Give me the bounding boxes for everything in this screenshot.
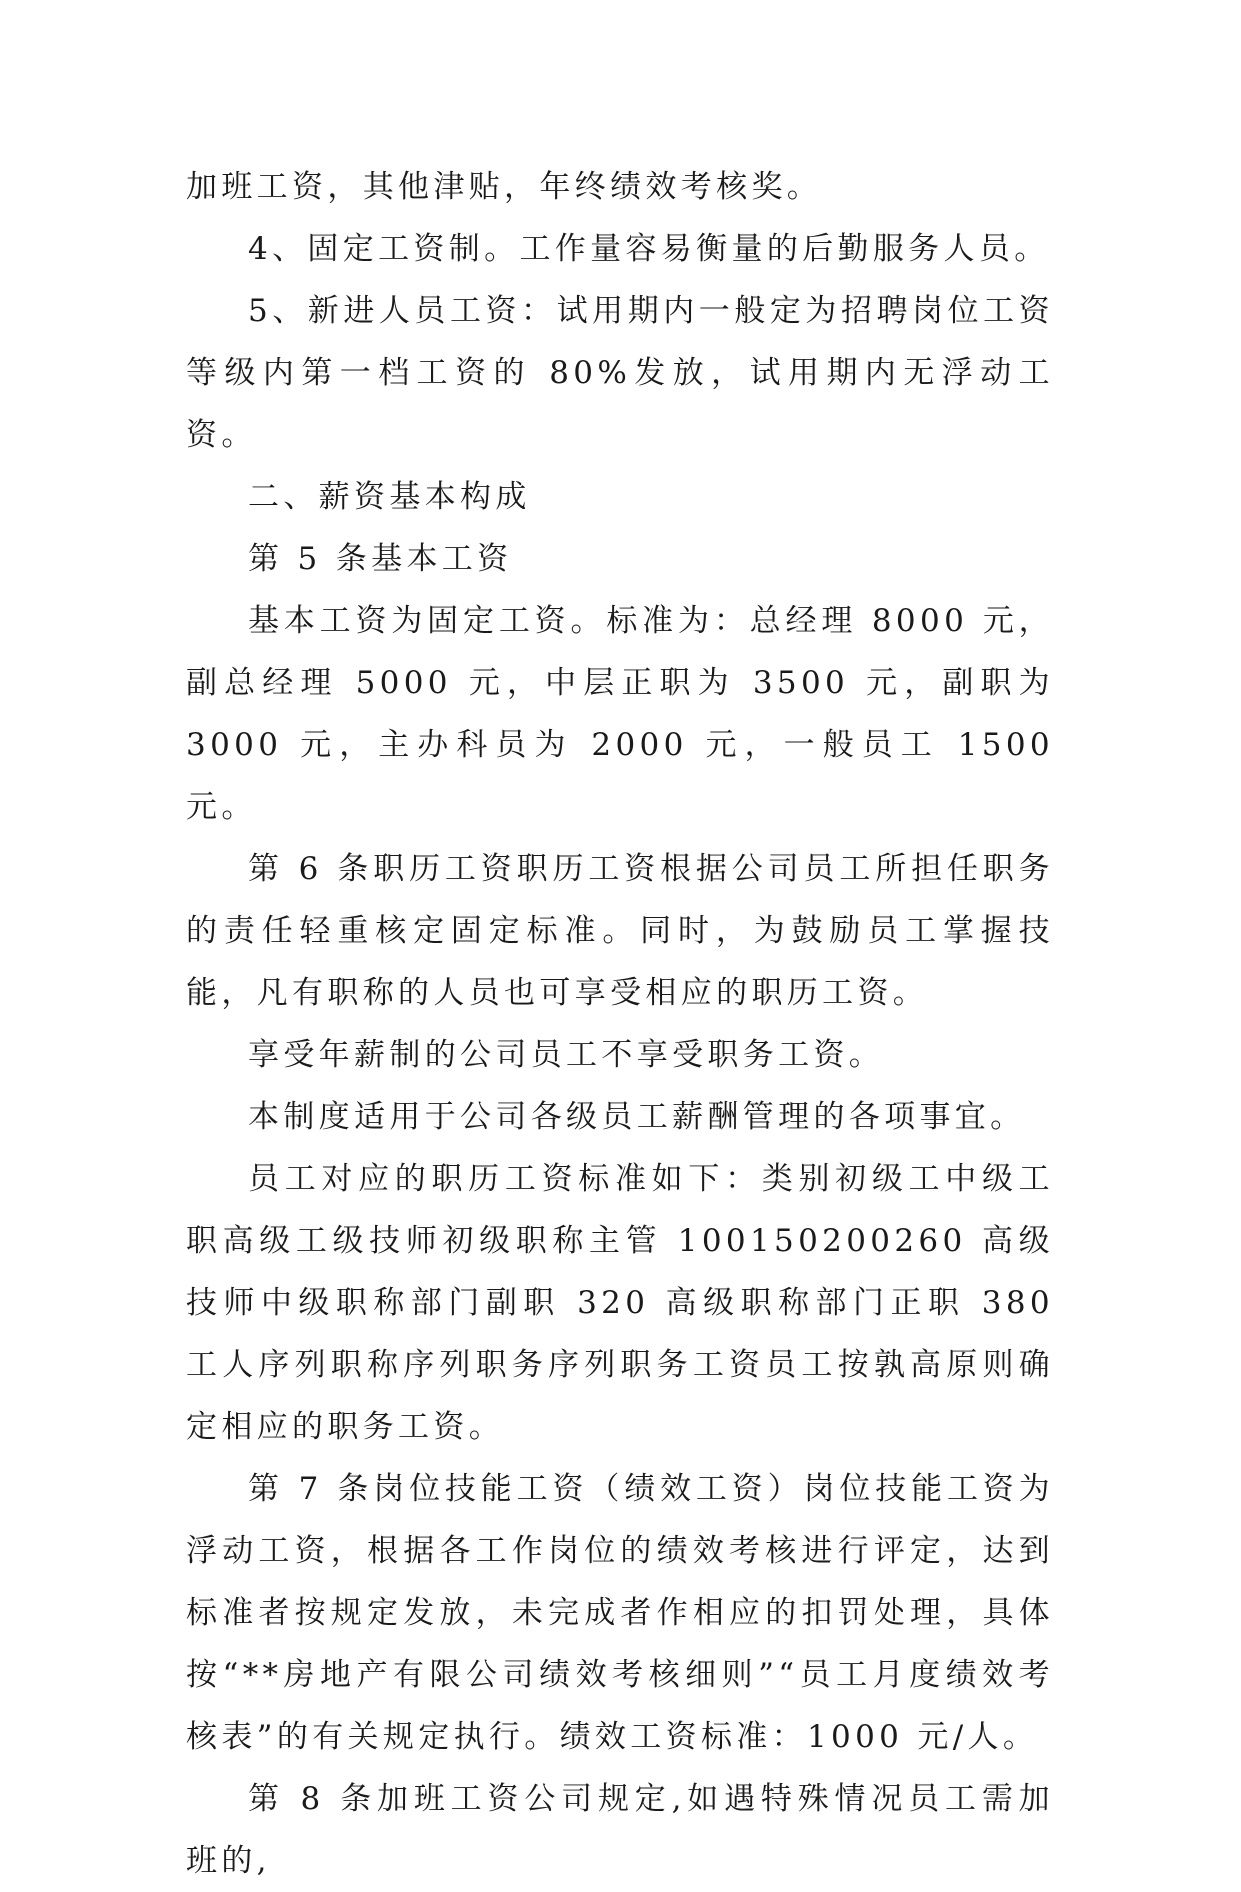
paragraph-fixed-salary: 4、固定工资制。工作量容易衡量的后勤服务人员。 xyxy=(248,231,1050,267)
section-heading-salary-structure: 二、薪资基本构成 xyxy=(248,479,531,515)
document-body xyxy=(186,156,1054,1892)
article-5-heading: 第 5 条基本工资 xyxy=(248,541,513,577)
paragraph-scope: 本制度适用于公司各级员工薪酬管理的各项事宜。 xyxy=(248,1099,1026,1135)
paragraph-title-salary-standard: 员工对应的职历工资标准如下：类别初级工中级工职高级工级技师初级职称主管 100150200260 高级技师中级职称部门副职 320 高级职称部门正职 380 工人序列职称序列职务序列职务工资员工按孰高原则确定相应的职务工资。 xyxy=(186,1161,1054,1445)
paragraph-article-8: 第 8 条加班工资公司规定,如遇特殊情况员工需加班的, xyxy=(186,1781,1054,1879)
paragraph-article-7: 第 7 条岗位技能工资（绩效工资）岗位技能工资为浮动工资，根据各工作岗位的绩效考核进行评定，达到标准者按规定发放，未完成者作相应的扣罚处理，具体按“**房地产有限公司绩效考核细则”“员工月度绩效考核表”的有关规定执行。绩效工资标准：1000 元/人。 xyxy=(186,1471,1054,1755)
paragraph-article-6: 第 6 条职历工资职历工资根据公司员工所担任职务的责任轻重核定固定标准。同时，为鼓励员工掌握技能，凡有职称的人员也可享受相应的职历工资。 xyxy=(186,851,1054,1011)
paragraph-new-staff-salary: 5、新进人员工资：试用期内一般定为招聘岗位工资等级内第一档工资的 80%发放，试用期内无浮动工资。 xyxy=(186,293,1054,453)
paragraph-basic-salary: 基本工资为固定工资。标准为：总经理 8000 元，副总经理 5000 元，中层正职为 3500 元，副职为 3000 元，主办科员为 2000 元，一般员工 1500 元。 xyxy=(186,603,1054,825)
paragraph-annual-salary: 享受年薪制的公司员工不享受职务工资。 xyxy=(248,1037,885,1073)
paragraph-continuation: 加班工资，其他津贴，年终绩效考核奖。 xyxy=(186,169,823,205)
